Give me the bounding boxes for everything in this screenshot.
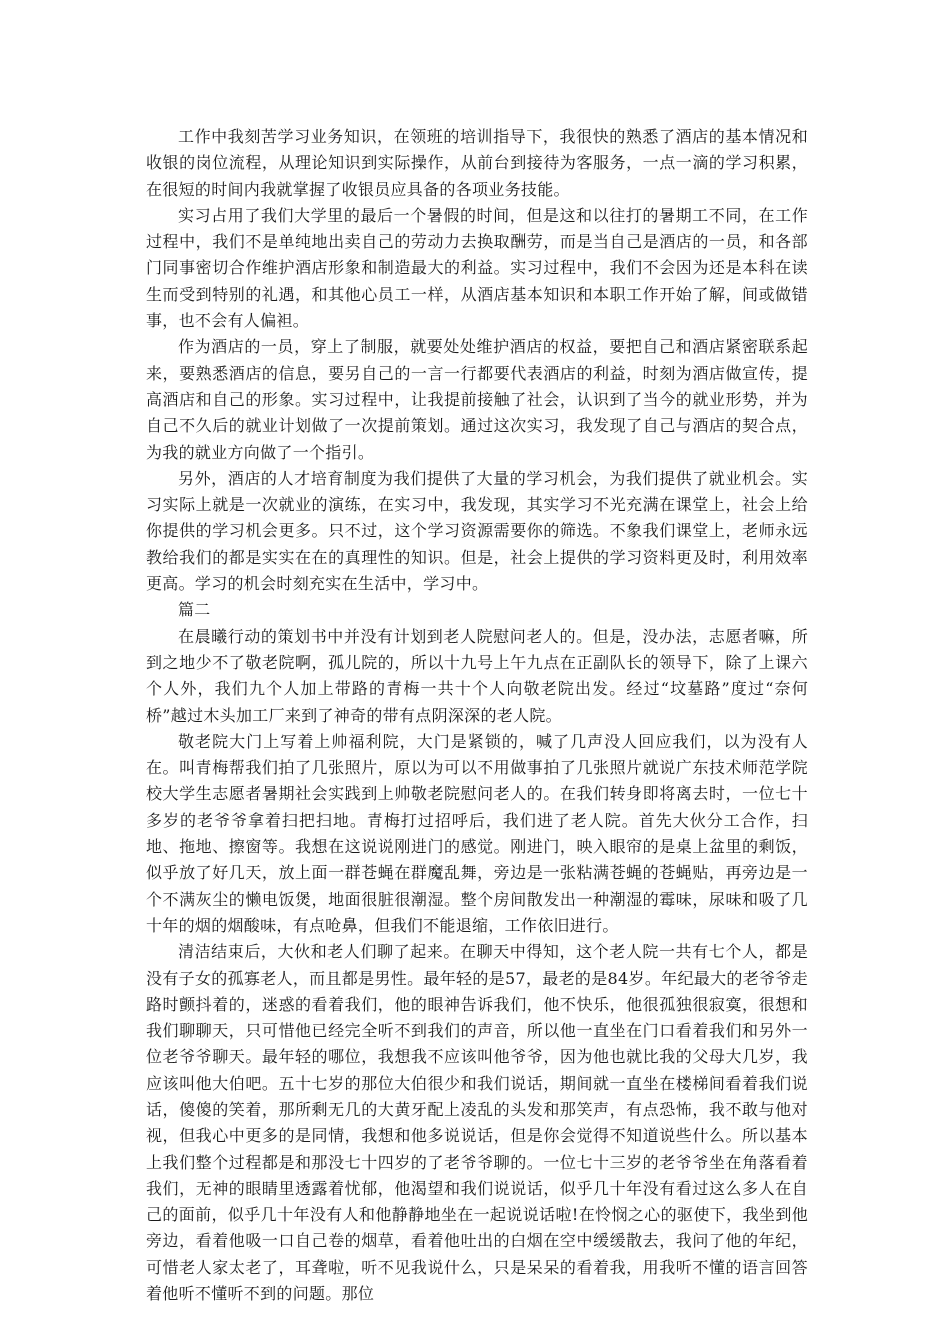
- paragraph-7: 清洁结束后，大伙和老人们聊了起来。在聊天中得知，这个老人院一共有七个人，都是没有子女的孤寡老人，而且都是男性。最年轻的是57，最老的是84岁。年纪最大的老爷爷走路时颤抖着的，迷惑的看着我们，他的眼神告诉我们，他不快乐，他很孤独很寂寞，很想和我们聊聊天，只可惜他已经完全听不到我们的声音，所以他一直坐在门口看着我们和另外一位老爷爷聊天。最年轻的哪位，我想我不应该叫他爷爷，因为他也就比我的父母大几岁，我应该叫他大伯吧。五十七岁的那位大伯很少和我们说话，期间就一直坐在楼梯间看着我们说话，傻傻的笑着，那所剩无几的大黄牙配上凌乱的头发和那笑声，有点恐怖，我不敢与他对视，但我心中更多的是同情，我想和他多说说话，但是你会觉得不知道说些什么。所以基本上我们整个过程都是和那没七十四岁的了老爷爷聊的。一位七十三岁的老爷爷坐在角落看着我们，无神的眼睛里透露着忧郁，他渴望和我们说说话，似乎几十年没有看过这么多人在自己的面前，似乎几十年没有人和他静静地坐在一起说说话啦!在怜悯之心的驱使下，我坐到他旁边，看着他吸一口自己卷的烟草，看着他吐出的白烟在空中缓缓散去，我问了他的年纪，可惜老人家太老了，耳聋啦，听不见我说什么，只是呆呆的看着我，用我听不懂的语言回答着他听不懂听不到的问题。那位: [146, 942, 808, 1304]
- paragraph-5: 在晨曦行动的策划书中并没有计划到老人院慰问老人的。但是，没办法，志愿者嘛，所到之地少不了敬老院啊，孤儿院的，所以十九号上午九点在正副队长的领导下，除了上课六个人外，我们九个人加上带路的青梅一共十个人向敬老院出发。经过“坟墓路”度过“奈何桥”越过木头加工厂来到了神奇的带有点阴深深的老人院。: [146, 626, 808, 725]
- paragraph-2: 实习占用了我们大学里的最后一个暑假的时间，但是这和以往打的暑期工不同，在工作过程中，我们不是单纯地出卖自己的劳动力去换取酬劳，而是当自己是酒店的一员，和各部门同事密切合作维护酒店形象和制造最大的利益。实习过程中，我们不会因为还是本科在读生而受到特别的礼遇，和其他心员工一样，从酒店基本知识和本职工作开始了解，间或做错事，也不会有人偏袒。: [146, 205, 808, 331]
- paragraph-3: 作为酒店的一员，穿上了制服，就要处处维护酒店的权益，要把自己和酒店紧密联系起来，要熟悉酒店的信息，要另自己的一言一行都要代表酒店的利益，时刻为酒店做宣传，提高酒店和自己的形象。实习过程中，让我提前接触了社会，认识到了当今的就业形势，并为自己不久后的就业计划做了一次提前策划。通过这次实习，我发现了自己与酒店的契合点，为我的就业方向做了一个指引。: [146, 337, 808, 462]
- paragraph-4: 另外，酒店的人才培育制度为我们提供了大量的学习机会，为我们提供了就业机会。实习实际上就是一次就业的演练，在实习中，我发现，其实学习不光充满在课堂上，社会上给你提供的学习机会更多。只不过，这个学习资源需要你的筛选。不象我们课堂上，老师永远教给我们的都是实实在在的真理性的知识。但是，社会上提供的学习资料更及时，利用效率更高。学习的机会时刻充实在生活中，学习中。: [146, 468, 808, 594]
- paragraph-1: 工作中我刻苦学习业务知识，在领班的培训指导下，我很快的熟悉了酒店的基本情况和收银的岗位流程，从理论知识到实际操作，从前台到接待为客服务，一点一滴的学习积累，在很短的时间内我就掌握了收银员应具备的各项业务技能。: [146, 127, 808, 199]
- paragraph-6: 敬老院大门上写着上帅福利院，大门是紧锁的，喊了几声没人回应我们，以为没有人在。叫青梅帮我们拍了几张照片，原以为可以不用做事拍了几张照片就说广东技术师范学院校大学生志愿者暑期社会实践到上帅敬老院慰问老人的。在我们转身即将离去时，一位七十多岁的老爷爷拿着扫把扫地。青梅打过招呼后，我们进了老人院。首先大伙分工合作，扫地、拖地、擦窗等。我想在这说说刚进门的感觉。刚进门，映入眼帘的是桌上盆里的剩饭，似乎放了好几天，放上面一群苍蝇在群魔乱舞，旁边是一张粘满苍蝇的苍蝇贴，再旁边是一个不满灰尘的懒电饭煲，地面很脏很潮湿。整个房间散发出一种潮湿的霉味，尿味和吸了几十年的烟的烟酸味，有点呛鼻，但我们不能退缩，工作依旧进行。: [146, 731, 808, 935]
- document-page: [146, 124, 808, 1307]
- section-heading: 篇二: [178, 600, 211, 620]
